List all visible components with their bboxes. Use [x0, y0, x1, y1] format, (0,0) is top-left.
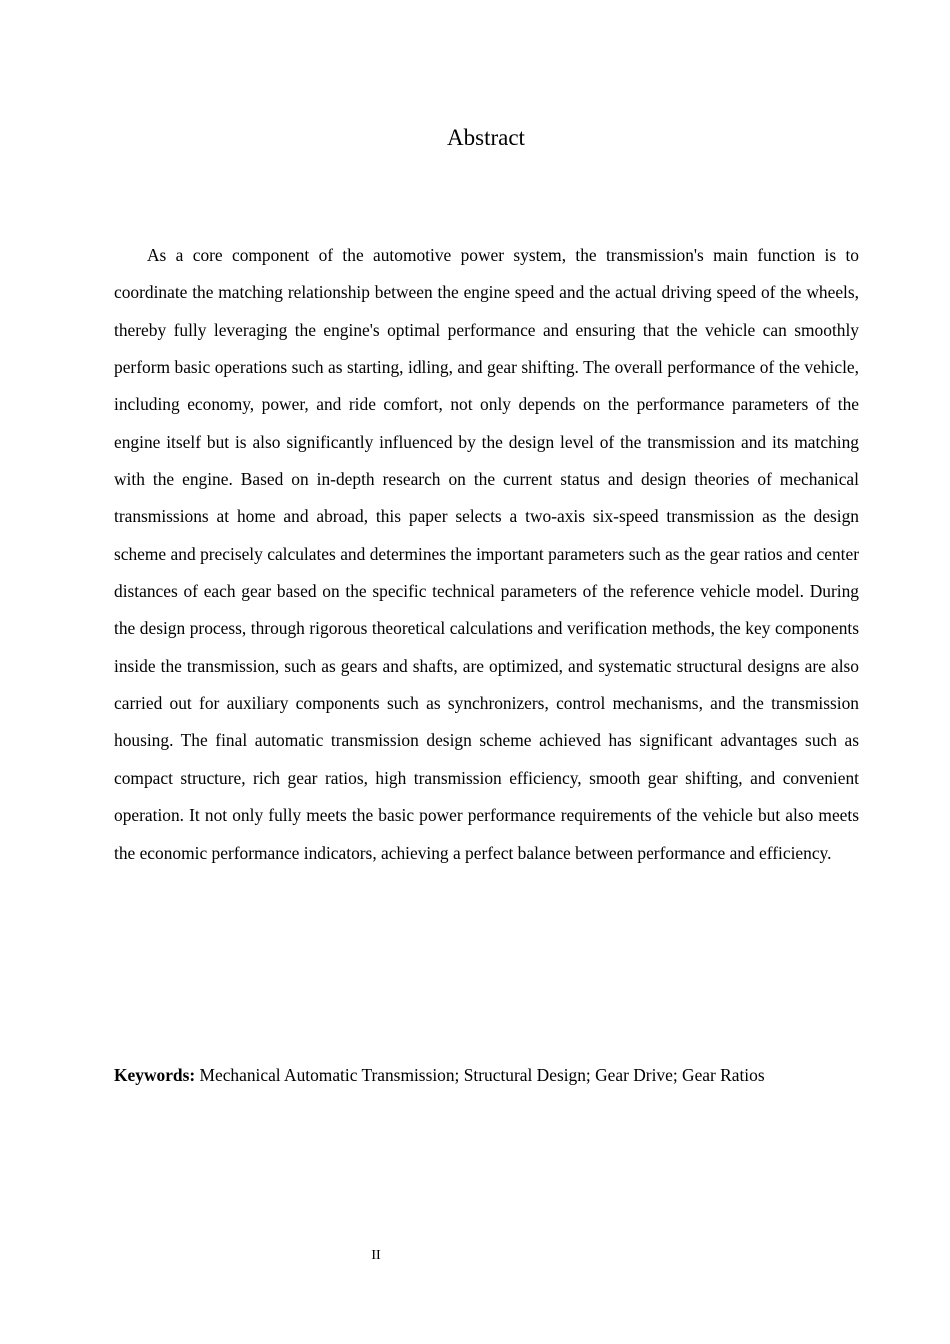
page-number: II [371, 1248, 381, 1263]
keywords-text: Mechanical Automatic Transmission; Structural Design; Gear Drive; Gear Ratios [199, 1065, 765, 1085]
keywords-label: Keywords: [114, 1065, 196, 1085]
abstract-paragraph: As a core component of the automotive power system, the transmission's main function is to coordinate the matching relationship between the engine speed and the actual driving speed of the wheels, thereby fully leveraging the engine's optimal performance and ensuring that the vehicle can smoothly perform basic operations such as starting, idling, and gear shifting. The overall performance of the vehicle, including economy, power, and ride comfort, not only depends on the performance parameters of the engine itself but is also significantly influenced by the design level of the transmission and its matching with the engine. Based on in-depth research on the current status and design theories of mechanical transmissions at home and abroad, this paper selects a two-axis six-speed transmission as the design scheme and precisely calculates and determines the important parameters such as the gear ratios and center distances of each gear based on the specific technical parameters of the reference vehicle model. During the design process, through rigorous theoretical calculations and verification methods, the key components inside the transmission, such as gears and shafts, are optimized, and systematic structural designs are also carried out for auxiliary components such as synchronizers, control mechanisms, and the transmission housing. The final automatic transmission design scheme achieved has significant advantages such as compact structure, rich gear ratios, high transmission efficiency, smooth gear shifting, and convenient operation. It not only fully meets the basic power performance requirements of the vehicle but also meets the economic performance indicators, achieving a perfect balance between performance and efficiency. [114, 245, 859, 863]
page-title: Abstract [447, 125, 525, 150]
keywords-paragraph [114, 1057, 859, 1094]
